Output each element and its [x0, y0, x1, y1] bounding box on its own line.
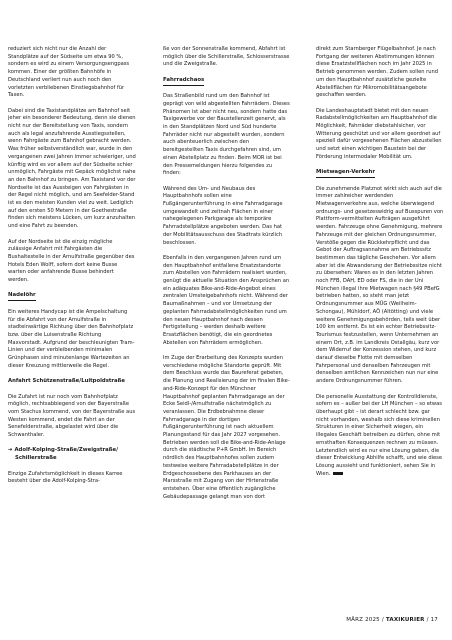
paragraph: Während des Um- und Neubaus des Hauptbahnhofs sollen eine Fußgängerunterführung in eine Fahrradgarage umgewandelt und zeitnah Flächen in einer nahegelegenen Parkgarage als temporäre Fahrradstellplätze angeboten werden. Das hat der Mobilitätsausschuss des Stadtrats kürzlich beschlossen. [163, 185, 283, 246]
paragraph [316, 394, 444, 479]
footer-separator: / [426, 617, 429, 623]
subheading-anfahrt: Anfahrt Schützenstraße/Luitpoldstraße [8, 378, 125, 385]
end-of-article-mark [333, 472, 343, 475]
magazine-name: TAXIKURIER [385, 617, 425, 623]
paragraph: Ein weiteres Handycap ist die Ampelschaltung für die Abfahrt von der Arnulfstraße in stadteinwärtige Richtung über den Bahnhofplatz bzw. über die Luisenstraße Richtung Maxvorstadt. Aufgrund der beschleunigten Tram-Linien und der verbleibenden minimalen Grünphasen sind minutenlange Wartezeiten an dieser Kreuzung mittlerweile die Regel. [8, 308, 135, 369]
text-column-2 [163, 46, 291, 509]
street-subheading-line2: Schillerstraße [15, 455, 57, 462]
arrow-right-icon: ➔ [8, 447, 13, 454]
paragraph: Die Landeshauptstadt bietet mit den neuen Radabstellmöglichkeiten am Hauptbahnhof die Möglichkeit, Fahrräder diebstahlsicher, vor Witterung geschützt und vor allem geordnet auf speziell dafür vorgesehenen Flächen abzustellen und setzt einen wichtigen Baustein bei der Förderung intermodaler Mobilität um. [316, 107, 442, 160]
paragraph: ße von der Sonnenstraße kommend, Abfahrt ist möglich über die Schillerstraße, Schlosserstrasse und die Zweigstraße. [163, 46, 290, 68]
issue-date: MÄRZ 2025 [346, 617, 380, 623]
section-heading-mietwagen: Mietwagen-Verkehr [316, 169, 375, 178]
paragraph: Auf der Nordseite ist die einzig mögliche zulässige Anfahrt mit Fahrgästen die Bushaltestelle in der Arnulfstraße gegenüber des Hotels Eden Wolff, sofern dort keine Busse warten oder anfahrende Busse behindert werden. [8, 238, 135, 284]
page-number: 17 [430, 617, 438, 623]
page-footer [346, 617, 438, 624]
street-subheading [8, 447, 136, 462]
paragraph: Im Zuge der Erarbeitung des Konzepts wurden verschiedene mögliche Standorte geprüft. Mit dem Beschluss wurde das Baureferat gebeten, die Planung und Realisierung der im finalen Bike-and-Ride-Konzept für den Münchner Hauptbahnhof geplanten Fahrradgarage an der Ecke Seidl-/Arnulfstraße nächstmöglich zu veranlassen. Die Erdbebnahmne dieser Fahrradgarage in der dortigen Fußgängerunterführung ist nach aktuellem Planungsstand für das Jahr 2027 vorgesehen. Betrieben werden soll die Bike-and-Ride-Anlage durch die städtische P+R GmbH. Im Bereich nördlich des Hauptbahnhofes sollen zudem testweise weitere Fahrradabstellplätze in der Erdgeschossebene des Parkhauses an der Marsstraße mit Zugang von der Hirtenstraße entstehen. Über eine öffentlich zugängliche Gebäudepassage gelangt man von dort [163, 355, 290, 500]
paragraph: reduziert sich nicht nur die Anzahl der Standplätze auf der Südseite um etwa 90 %, sondern es wird zu einem Versorgungsengpass kommen. Einer der größten Bahnhöfe in Deutschland verliert nun auch noch den vorletzten verbliebenen Einstiegsbahnhof für Taxen. [8, 46, 130, 99]
paragraph: direkt zum Starnberger Flügelbahnhof. Je nach Fortgang der weiteren Abstimmungen können diese Ersatzstellflächen noch im Jahr 2025 in Betrieb genommen werden. Zudem sollen rund um den Hauptbahnhof zusätzliche gezielte Abstellflächen für Mikromobilitätsangebote geschaffen werden. [316, 46, 439, 99]
text-column-1 [8, 46, 136, 494]
paragraph-text: Die personelle Ausstattung der Kontrolldienste, sofern es – außer bei der LH München – so etwas überhaupt gibt – ist derart schlecht bzw. gar nicht vorhanden, weshalb sich diese kriminellen Strukturen in einer Sicherheit wiegen, ein illegales Geschäft betreiben zu dürfen, ohne mit ernsthaften Konsequenzen rechnen zu müssen. Letztendlich wird es nur eine Lösung geben, die dieser Entwicklung Abhilfe schafft, und wie diese Lösung aussieht und funktioniert, sehen Sie in Wien. [316, 393, 443, 477]
section-heading-nadeloehr: Nadelöhr [8, 292, 36, 301]
paragraph: Einzige Zufahrtsmöglichkeit in dieses Karree besteht über die Adolf-Kolping-Stra- [8, 470, 123, 485]
section-heading-fahrradchaos: Fahrradchaos [163, 77, 204, 86]
paragraph: Das Straßenbild rund um den Bahnhof ist geprägt von wild abgestellten Fahrrädern. Dieses Phänomen ist aber nicht neu, sondern hatte das Taxigewerbe vor der Baustellenzeit genervt, als in den Standplätzen Nord und Süd hunderte Fahrräder nicht nur abgestellt wurden, sondern auch abenteuerlich zwischen den bereitgestellten Taxis durchgefahren sind, um einen Abstellplatz zu finden. Beim MOR ist bei den Pressemeldungen hierzu folgendes zu finden: [163, 93, 290, 177]
text-column-3 [316, 46, 444, 486]
paragraph: Die zunehmende Platznot wirkt sich auch auf die immer zahlreicher werdenden Mietwagenverkehre aus, welche überwiegend ordnungs- und gesetzeswidrig auf Busspuren von Plattform-vermittelten Aufträgen ausgeführt werden. Fahrzeuge ohne Genehmigung, mehrere Fahrzeuge mit der gleichen Ordnungsnummer, Verstöße gegen die Rückkehrpflicht und das Gebot der Auftragsannahme am Betriebssitz bestimmen das tägliche Geschehen. Vor allem aber ist die Abwanderung der Betriebssitze nicht zu übersehen: Waren es in den letzten Jahren noch FFB, DAH, ED oder FS, die in der Uni München illegal ihre Mietwagen nach §49 PBefG betrieben hatten, so steht man jetzt Ordnungsnummer aus MÜG (Weilheim-Schongau), Mühldorf, AÖ (Altötting) und viele weitere Genehmigungsbehörden, teils weit über 100 km entfernt. Es ist ein echter Betriebssitz-Tourismus festzustellen, wenn Unternehmen an einem Ort, z.B. im Landkreis Ostallgäu, kurz vor dem Widerruf der Konzession stehen, und kurz darauf dieselbe Flotte mit demselben Fahrpersonal und denselben Fahrzeugen mit denselben amtlichen Kennzeichen nun nur eine andere Ordnungsnummer führen. [316, 185, 444, 385]
paragraph: Dabei sind die Taxistandplätze am Bahnhof seit jeher ein besonderer Bedeutung, denn sie dienen nicht nur der Bereitstellung von Taxis, sondern auch als legal anzufahrende Ausstiegsstellen, wenn Fahrgäste zum Bahnhof gebracht werden. Was früher selbstverständlich war, wurde in den vergangenen zwei Jahren immer schwieriger, und künftig wird es vor allem auf der Südseite schier unmöglich, Fahrgäste mit Gepäck möglichst nahe an den Bahnhof zu bringen. Am Taxistand vor der Nordseite ist das Aussteigen von Fahrgästen in der Regel nicht möglich, und am Seefelder-Stand ist es den meisten Kunden viel zu weit. Lediglich auf den ersten 50 Metern in der Goethestraße finden sich meistens Lücken, um kurz anzuhalten und eine Fahrt zu beenden. [8, 107, 136, 230]
footer-separator: / [381, 617, 384, 623]
street-subheading-line1: Adolf-Kolping-Straße/Zweigstraße/ [14, 447, 119, 454]
paragraph: Ebenfalls in den vergangenen Jahren rund um den Hauptbahnhof entfallene Ersatzstandorte zum Abstellen von Fahrrädern realisiert wurden, genügt die aktuelle Situation den Ansprüchen an ein adäquates Bike-and-Ride-Angebot eines zentralen Umsteigebahnhofs nicht. Während der Baumaßnahmen – und vor Umsetzung der geplanten Fahrradabstellmöglichkeiten rund um den neuen Hauptbahnhof nach dessen Fertigstellung – werden deshalb weitere Ersatzflächen benötigt, die ein geordnetes Abstellen von Fahrrädern ermöglichen. [163, 254, 290, 346]
paragraph: Die Zufahrt ist nur noch vom Bahnhofplatz möglich, rechtsabbiegend von der Bayerstraße vom Stachus kommend, von der Bayerstraße aus Westen kommend, endet die Fahrt an der Senefelderstraße, abgelastet wird über die Schwanthaler. [8, 393, 136, 439]
